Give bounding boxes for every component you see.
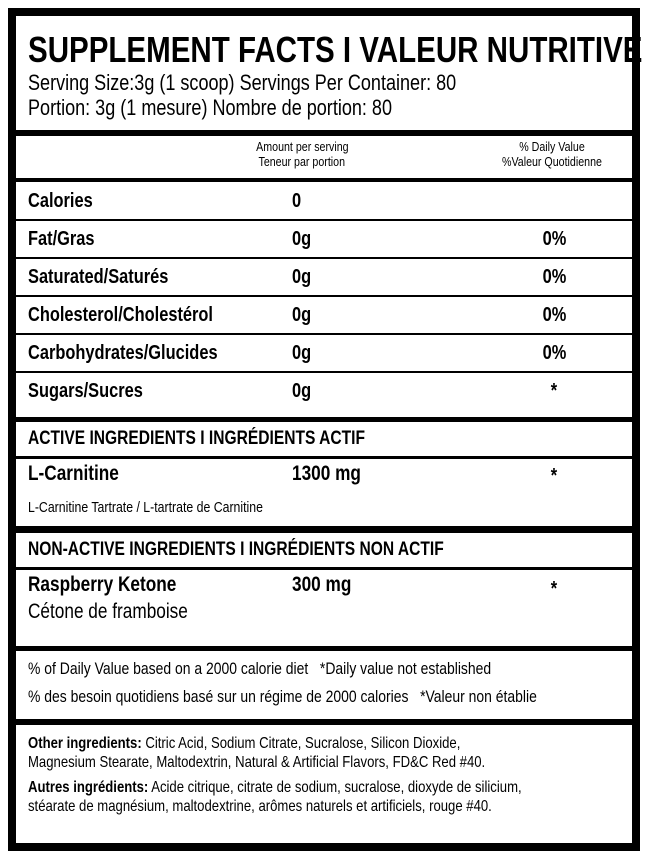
active-ingredients-header (16, 422, 632, 456)
supplement-facts-label (8, 8, 643, 851)
nutrient-name: Calories (28, 190, 93, 212)
nutrient-name: Saturated/Saturés (28, 266, 169, 288)
non-active-ingredients-section (16, 570, 632, 646)
other-ingredients-label: Other ingredients: (28, 735, 142, 752)
nutrient-amount: 0g (292, 266, 312, 288)
ingredient-amount: 300 mg (292, 573, 352, 596)
ingredient-daily-value: * (550, 578, 558, 600)
serving-info-en: Serving Size:3g (1 scoop) Servings Per Container: 80 (28, 70, 457, 95)
ingredient-amount: 1300 mg (292, 462, 361, 485)
other-ingredients-text: Citric Acid, Sodium Citrate, Sucralose, Silicon Dioxide, (141, 735, 461, 752)
footnote-en: % of Daily Value based on a 2000 calorie diet *Daily value not established (28, 659, 492, 678)
table-divider (16, 178, 632, 182)
row-divider (16, 295, 632, 297)
nutrient-daily-value: 0% (542, 228, 566, 250)
nutrient-amount: 0 (292, 190, 302, 212)
nutrient-daily-value: 0% (542, 266, 566, 288)
serving-info-fr: Portion: 3g (1 mesure) Nombre de portion: 80 (28, 95, 392, 120)
nutrient-name: Fat/Gras (28, 228, 95, 250)
section-heading: NON-ACTIVE INGREDIENTS I INGRÉDIENTS NON ACTIF (28, 539, 444, 560)
nutrient-amount: 0g (292, 342, 312, 364)
row-divider (16, 333, 632, 335)
row-divider (16, 371, 632, 373)
ingredient-name: L-Carnitine (28, 462, 119, 485)
autres-ingredients-label: Autres ingrédients: (28, 779, 149, 796)
nutrient-daily-value: * (550, 380, 558, 402)
nutrient-daily-value: 0% (542, 342, 566, 364)
ingredient-daily-value: * (550, 465, 558, 487)
nutrient-daily-value: 0% (542, 304, 566, 326)
daily-value-column-header: % Daily Value %Valeur Quotidienne (502, 139, 602, 169)
other-ingredients-en (28, 735, 555, 753)
ingredient-note: L-Carnitine Tartrate / L-tartrate de Carnitine (28, 499, 263, 516)
ingredient-name: Raspberry Ketone (28, 573, 177, 596)
label-title: SUPPLEMENT FACTS I VALEUR NUTRITIVE (28, 29, 643, 70)
other-ingredients-fr (28, 779, 630, 797)
nutrient-name: Carbohydrates/Glucides (28, 342, 218, 364)
nutrient-amount: 0g (292, 228, 312, 250)
nutrient-amount: 0g (292, 380, 312, 402)
nutrient-amount: 0g (292, 304, 312, 326)
other-ingredients-fr-cont: stéarate de magnésium, maltodextrine, arômes naturels et artificiels, rouge #40. (28, 798, 492, 815)
amount-column-header: Amount per serving Teneur par portion (255, 139, 349, 169)
ingredient-name-fr: Cétone de framboise (28, 600, 188, 623)
autres-ingredients-text: Acide citrique, citrate de sodium, sucralose, dioxyde de silicium, (148, 779, 522, 796)
row-divider (16, 257, 632, 259)
active-ingredients-section (16, 459, 632, 526)
nutrient-name: Cholesterol/Cholestérol (28, 304, 213, 326)
row-divider (16, 219, 632, 221)
non-active-ingredients-header (16, 533, 632, 567)
nutrition-table (16, 136, 632, 417)
section-heading: ACTIVE INGREDIENTS I INGRÉDIENTS ACTIF (28, 428, 366, 449)
other-ingredients-en-cont: Magnesium Stearate, Maltodextrin, Natural & Artificial Flavors, FD&C Red #40. (28, 754, 486, 771)
header-section (16, 16, 643, 130)
nutrient-name: Sugars/Sucres (28, 380, 143, 402)
other-ingredients-section (16, 725, 632, 843)
daily-value-footnote (16, 651, 632, 719)
footnote-fr: % des besoin quotidiens basé sur un régime de 2000 calories *Valeur non établie (28, 687, 537, 706)
